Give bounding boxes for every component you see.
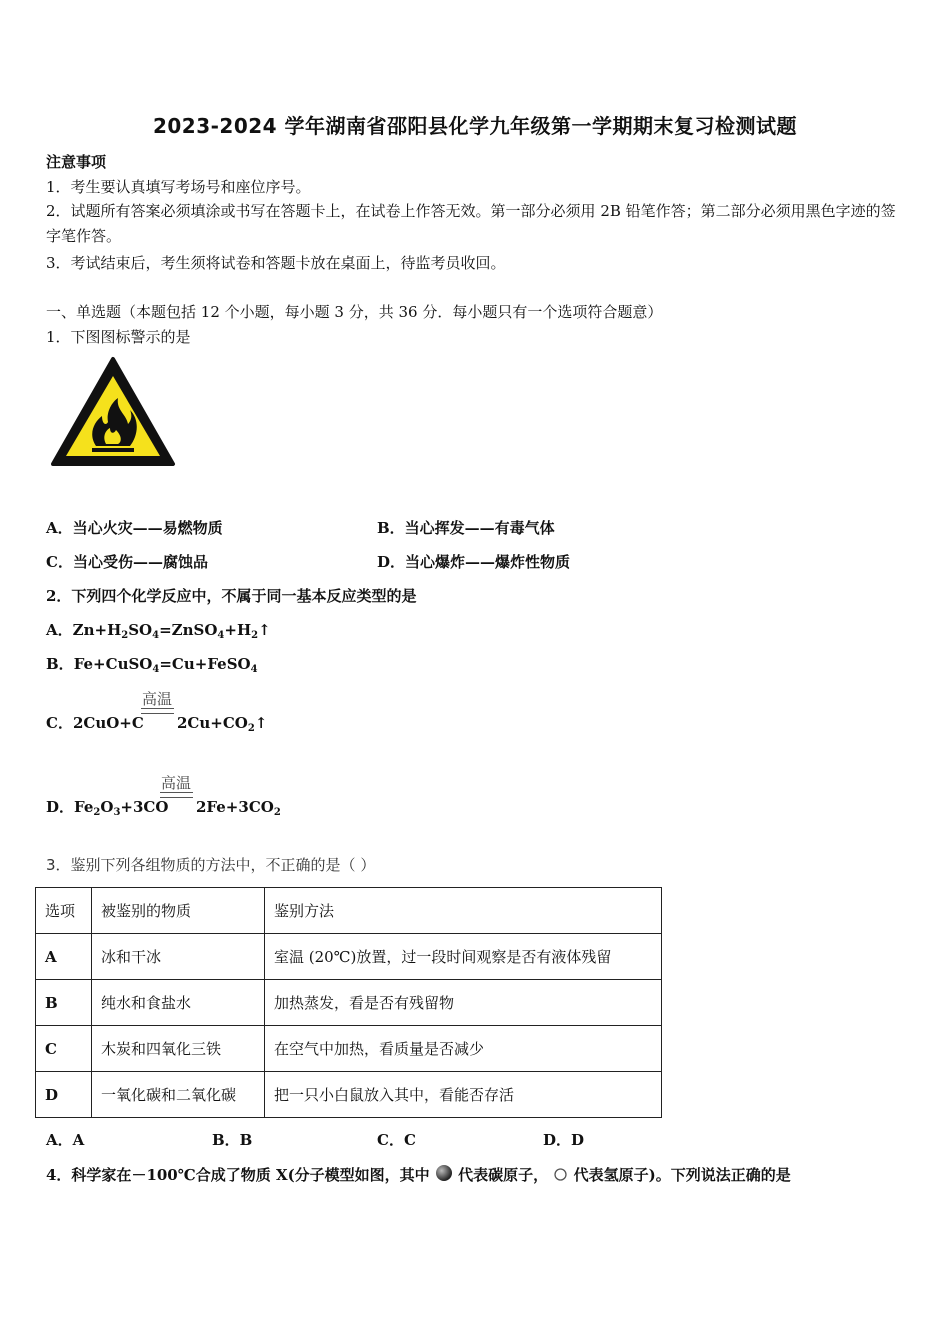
q3-option-d: D．D xyxy=(543,1131,585,1149)
q2-c-equals-sign xyxy=(141,708,174,714)
table-cell: B xyxy=(36,980,92,1026)
q3-option-b: B．B xyxy=(212,1131,253,1149)
notice-item-2: 2．试题所有答案必须填涂或书写在答题卡上，在试卷上作答无效。第一部分必须用 2B 铅笔作答；第二部分必须用黑色字迹的签字笔作答。 xyxy=(46,202,896,245)
table-cell: 一氧化碳和二氧化碳 xyxy=(92,1072,265,1118)
q4-stem: 4．科学家在－100℃合成了物质 X(分子模型如图，其中 代表碳原子， 代表氢原子)。下列说法正确的是 xyxy=(46,1166,791,1184)
table-header-row xyxy=(36,888,662,934)
notice-item-1: 1．考生要认真填写考场号和座位序号。 xyxy=(46,178,311,196)
q2-option-b: B．Fe+CuSO$_4$=Cu+FeSO$_4$ xyxy=(46,655,258,675)
q3-table xyxy=(35,887,662,1118)
q1-option-c: C．当心受伤——腐蚀品 xyxy=(46,553,208,571)
q3-option-a: A．A xyxy=(46,1131,85,1149)
q3-stem: 3．鉴别下列各组物质的方法中，不正确的是（ ） xyxy=(46,856,376,874)
notice-heading: 注意事项 xyxy=(46,153,107,171)
q2-option-a: A．$Zn+H_2SO_4=ZnSO_4+H_2↑$ xyxy=(46,621,271,641)
q2-option-d-rhs: $2Fe+3CO_2$ xyxy=(196,798,281,818)
table-row xyxy=(36,934,662,980)
table-cell: 木炭和四氧化三铁 xyxy=(92,1026,265,1072)
table-header-cell: 鉴别方法 xyxy=(265,888,662,934)
q1-option-a: A．当心火灾——易燃物质 xyxy=(46,519,223,537)
table-row xyxy=(36,980,662,1026)
page-title: 2023-2024 学年湖南省邵阳县化学九年级第一学期期末复习检测试题 xyxy=(152,114,798,138)
table-header-cell: 被鉴别的物质 xyxy=(92,888,265,934)
q2-d-condition: 高温 xyxy=(161,774,192,792)
table-cell: 把一只小白鼠放入其中，看能否存活 xyxy=(265,1072,662,1118)
q1-option-d: D．当心爆炸——爆炸性物质 xyxy=(377,553,571,571)
q2-stem: 2．下列四个化学反应中，不属于同一基本反应类型的是 xyxy=(46,587,417,605)
hydrogen-atom-icon xyxy=(553,1167,568,1182)
table-cell: 纯水和食盐水 xyxy=(92,980,265,1026)
notice-item-3: 3．考试结束后，考生须将试卷和答题卡放在桌面上，待监考员收回。 xyxy=(46,254,506,272)
table-cell: C xyxy=(36,1026,92,1072)
table-row xyxy=(36,1026,662,1072)
table-cell: 在空气中加热，看质量是否减少 xyxy=(265,1026,662,1072)
table-row xyxy=(36,1072,662,1118)
table-cell: 室温 (20℃)放置，过一段时间观察是否有液体残留 xyxy=(265,934,662,980)
table-cell: 加热蒸发，看是否有残留物 xyxy=(265,980,662,1026)
q2-option-d-lhs: D．$Fe_2O_3+3CO$ xyxy=(46,798,169,818)
q1-option-b: B．当心挥发——有毒气体 xyxy=(377,519,555,537)
table-cell: 冰和干冰 xyxy=(92,934,265,980)
q1-stem: 1．下图图标警示的是 xyxy=(46,328,191,346)
table-cell: A xyxy=(36,934,92,980)
section-heading: 一、单选题（本题包括 12 个小题，每小题 3 分，共 36 分．每小题只有一个选项符合题意） xyxy=(46,303,663,321)
q2-option-c-rhs: $2Cu+CO_2↑$ xyxy=(177,714,268,734)
table-cell: D xyxy=(36,1072,92,1118)
flammable-warning-icon xyxy=(50,356,176,468)
carbon-atom-icon xyxy=(435,1164,453,1182)
table-header-cell: 选项 xyxy=(36,888,92,934)
q2-c-condition: 高温 xyxy=(142,690,173,708)
q2-option-c-lhs: C．2CuO+C xyxy=(46,714,144,732)
q3-option-c: C．C xyxy=(377,1131,416,1149)
